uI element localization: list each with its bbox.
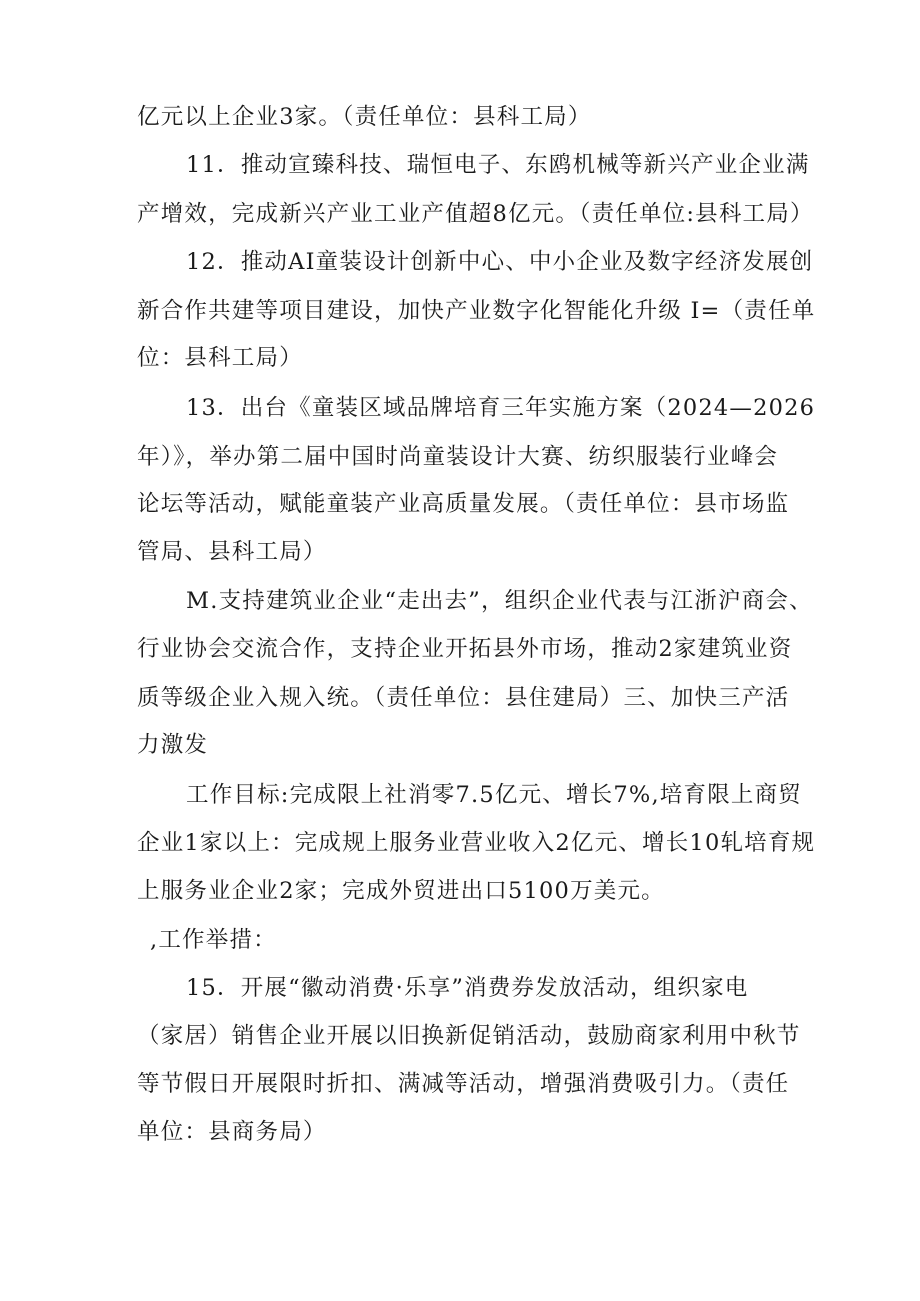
text-line: 亿元以上企业3家。（责任单位：县科工局） [137, 104, 592, 130]
text-line: 新合作共建等项目建设，加快产业数字化智能化升级 I=（责任单 [137, 298, 816, 324]
text-line: 15．开展“徽动消费·乐享”消费券发放活动，组织家电 [186, 975, 749, 1001]
text-line: 企业1家以上：完成规上服务业营业收入2亿元、增长10轧培育规 [137, 830, 816, 856]
text-line: 12．推动AI童装设计创新中心、中小企业及数字经济发展创 [186, 249, 814, 275]
text-line: 管局、县科工局） [137, 539, 327, 565]
text-line: ,工作举措： [150, 927, 277, 953]
text-line: M.支持建筑业企业“走出去”，组织企业代表与江浙沪商会、 [186, 588, 813, 614]
text-line: 论坛等活动，赋能童装产业高质量发展。（责任单位：县市场监 [137, 491, 790, 517]
text-line: 质等级企业入规入统。（责任单位：县住建局）三、加快三产活 [137, 685, 790, 711]
text-line: （家居）销售企业开展以旧换新促销活动，鼓励商家利用中秋节 [137, 1023, 801, 1049]
text-line: 11．推动宣臻科技、瑞恒电子、东鸥机械等新兴产业企业满 [186, 152, 810, 178]
text-line: 等节假日开展限时折扣、满减等活动，增强消费吸引力。（责任 [137, 1071, 790, 1097]
text-line: 行业协会交流合作，支持企业开拓县外市场，推动2家建筑业资 [137, 636, 793, 662]
text-line: 上服务业企业2家；完成外贸进出口5100万美元。 [137, 878, 665, 904]
text-line: 位：县科工局） [137, 345, 303, 371]
text-line: 13．出台《童装区域品牌培育三年实施方案（2024—2026 [186, 395, 816, 421]
text-line: 工作目标:完成限上社消零7.5亿元、增长7%,培育限上商贸 [186, 782, 803, 808]
text-line: 力激发 [137, 732, 209, 758]
text-line: 单位：县商务局） [137, 1119, 327, 1145]
text-line: 年）》，举办第二届中国时尚童装设计大赛、纺织服装行业峰会 [137, 444, 779, 470]
text-line: 产增效，完成新兴产业工业产值超8亿元。（责任单位:县科工局） [137, 201, 814, 227]
